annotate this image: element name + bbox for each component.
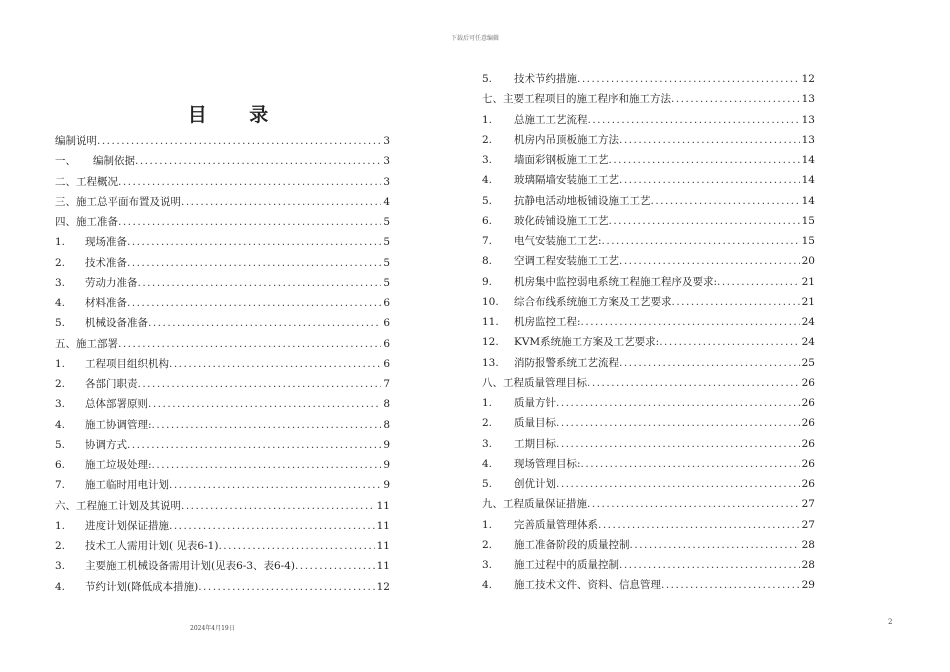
- toc-entry-page: 21: [801, 275, 815, 288]
- toc-entry-page: 14: [801, 154, 815, 166]
- toc-entry[interactable]: [55, 212, 390, 232]
- toc-entry-page: 9: [383, 459, 390, 471]
- toc-entry-page: 6: [383, 317, 390, 330]
- toc-entry-page: 7: [383, 378, 390, 390]
- toc-entry-number: 11.: [482, 316, 499, 328]
- toc-entry-number: 2.: [482, 133, 493, 146]
- toc-entry-page: 14: [801, 174, 815, 187]
- toc-entry-page: 24: [801, 316, 815, 328]
- toc-entry-page: 6: [383, 357, 390, 370]
- toc-entry-page: 9: [383, 479, 390, 492]
- toc-entry-text: 机房集中监控弱电系统工程施工程序及要求:: [514, 275, 718, 288]
- toc-entry-page: 12: [376, 580, 390, 593]
- toc-entry[interactable]: [55, 556, 390, 576]
- toc-entry-page: 13: [801, 93, 815, 106]
- toc-entry-text: 空调工程安装施工工艺: [514, 255, 619, 268]
- toc-entry-number: 1.: [55, 519, 66, 532]
- toc-entry-page: 28: [801, 538, 815, 551]
- toc-left-column: [55, 131, 390, 597]
- toc-entry[interactable]: [482, 231, 815, 251]
- toc-entry-text: 四、施工准备: [55, 216, 118, 228]
- toc-entry[interactable]: [482, 555, 815, 575]
- toc-entry-page: 26: [801, 478, 815, 490]
- toc-entry[interactable]: [482, 69, 815, 89]
- toc-entry-text: 九、工程质量保证措施: [482, 498, 587, 511]
- toc-dot-leader: [135, 151, 381, 171]
- toc-entry-number: 5.: [482, 73, 493, 85]
- toc-entry-number: 1.: [55, 236, 66, 249]
- toc-entry-page: 3: [383, 155, 390, 168]
- toc-entry-page: 4: [383, 195, 390, 208]
- toc-entry[interactable]: [55, 415, 390, 435]
- toc-dot-leader: [619, 130, 800, 150]
- toc-entry[interactable]: [482, 332, 815, 352]
- toc-entry-number: 7.: [482, 235, 493, 247]
- toc-dot-leader: [152, 455, 382, 475]
- toc-dot-leader: [97, 131, 381, 151]
- toc-entry-page: 11: [376, 540, 390, 552]
- toc-entry[interactable]: [55, 313, 390, 333]
- toc-entry[interactable]: [482, 373, 815, 393]
- toc-entry-page: 26: [801, 457, 815, 470]
- toc-dot-leader: [152, 415, 382, 435]
- toc-dot-leader: [630, 535, 800, 555]
- toc-entry-number: 3.: [55, 276, 66, 289]
- toc-dot-leader: [138, 273, 382, 293]
- toc-entry-page: 3: [383, 175, 390, 188]
- toc-entry-text: 墙面彩钢板施工工艺: [514, 154, 609, 166]
- toc-entry-text: 消防报警系统工艺流程: [514, 356, 619, 369]
- toc-entry[interactable]: [482, 272, 815, 292]
- toc-entry-number: 8.: [482, 255, 493, 268]
- toc-dot-leader: [127, 253, 381, 273]
- toc-entry-page: 29: [801, 579, 815, 592]
- toc-entry[interactable]: [482, 535, 815, 555]
- toc-entry-text: 施工临时用电计划: [85, 479, 169, 492]
- toc-dot-leader: [671, 89, 800, 109]
- toc-entry-page: 25: [801, 356, 815, 369]
- toc-entry-text: 机房监控工程:: [514, 316, 581, 328]
- toc-entry-text: 技术工人需用计划( 见表6-1): [85, 540, 219, 552]
- toc-entry-page: 5: [383, 276, 390, 289]
- toc-dot-leader: [619, 170, 800, 190]
- toc-entry[interactable]: [55, 435, 390, 455]
- toc-entry-number: 4.: [55, 297, 66, 309]
- toc-entry-number: 1.: [482, 518, 493, 531]
- toc-dot-leader: [556, 474, 800, 494]
- toc-entry-text: 主要施工机械设备需用计划(见表6-3、表6-4): [85, 560, 296, 573]
- toc-dot-leader: [556, 413, 800, 433]
- toc-dot-leader: [651, 191, 800, 211]
- toc-entry-text: 八、工程质量管理目标: [482, 376, 587, 389]
- toc-dot-leader: [556, 393, 800, 413]
- toc-entry-text: 进度计划保证措施: [85, 519, 169, 532]
- toc-entry[interactable]: [55, 151, 390, 171]
- toc-dot-leader: [127, 293, 381, 313]
- toc-entry[interactable]: [482, 413, 815, 433]
- toc-entry[interactable]: [55, 577, 390, 597]
- toc-entry-text: 总施工工艺流程: [514, 113, 588, 126]
- toc-entry-text: KVM系统施工方案及工艺要求:: [514, 336, 660, 349]
- toc-entry[interactable]: [482, 110, 815, 130]
- toc-dot-leader: [581, 312, 800, 332]
- toc-entry-text: 三、施工总平面布置及说明: [55, 195, 181, 208]
- toc-dot-leader: [127, 435, 381, 455]
- toc-entry[interactable]: [55, 293, 390, 313]
- toc-entry-number: 13.: [482, 356, 499, 369]
- toc-entry-text: 现场准备: [85, 236, 127, 249]
- toc-dot-leader: [619, 251, 800, 271]
- toc-entry-number: 2.: [55, 378, 66, 390]
- toc-entry-text: 七、主要工程项目的施工程序和施工方法: [482, 93, 671, 106]
- toc-dot-leader: [169, 354, 381, 374]
- toc-entry[interactable]: [482, 515, 815, 535]
- toc-entry[interactable]: [482, 251, 815, 271]
- toc-entry-number: 5.: [55, 317, 66, 330]
- toc-entry-number: 5.: [482, 194, 493, 207]
- toc-entry-text: 劳动力准备: [85, 276, 138, 289]
- toc-entry-page: 27: [801, 518, 815, 531]
- toc-entry-page: 6: [383, 337, 390, 350]
- toc-entry-number: 4.: [482, 457, 493, 470]
- header-note: 下载后可任意编辑: [450, 35, 499, 42]
- toc-entry[interactable]: [482, 575, 815, 595]
- toc-dot-leader: [169, 475, 381, 495]
- toc-entry-text: 抗静电活动地板铺设施工工艺: [514, 194, 651, 207]
- toc-entry-text: 玻璃隔墙安装施工工艺: [514, 174, 619, 187]
- toc-entry[interactable]: [55, 394, 390, 414]
- toc-dot-leader: [661, 575, 800, 595]
- toc-entry-number: 3.: [55, 560, 66, 573]
- toc-entry-page: 28: [801, 559, 815, 571]
- toc-entry-number: 3.: [55, 398, 66, 411]
- toc-entry[interactable]: [55, 374, 390, 394]
- toc-entry-number: 1.: [482, 397, 493, 409]
- toc-entry-page: 5: [383, 216, 390, 228]
- toc-entry-text: 节约计划(降低成本措施): [85, 580, 199, 593]
- toc-entry-text: 技术准备: [85, 256, 127, 269]
- toc-entry[interactable]: [482, 130, 815, 150]
- toc-entry-text: 现场管理目标:: [514, 457, 581, 470]
- toc-entry-page: 5: [383, 256, 390, 269]
- toc-entry-page: 13: [801, 133, 815, 146]
- toc-entry-page: 8: [383, 398, 390, 411]
- toc-entry-number: 9.: [482, 275, 493, 288]
- toc-entry-page: 9: [383, 438, 390, 451]
- toc-entry-text: 协调方式: [85, 438, 127, 451]
- toc-entry-number: 一、: [55, 155, 76, 168]
- toc-entry-number: 3.: [482, 437, 493, 450]
- toc-dot-leader: [659, 332, 799, 352]
- toc-entry[interactable]: [55, 232, 390, 252]
- toc-entry-number: 1.: [55, 357, 66, 370]
- toc-entry-number: 5.: [482, 478, 493, 490]
- toc-entry-number: 5.: [55, 438, 66, 451]
- toc-entry[interactable]: [482, 89, 815, 109]
- toc-entry-text: 完善质量管理体系: [514, 518, 598, 531]
- toc-entry-number: 6.: [55, 459, 66, 471]
- toc-entry[interactable]: [482, 454, 815, 474]
- toc-entry-text: 编制说明: [55, 135, 97, 147]
- toc-entry[interactable]: [55, 496, 390, 516]
- page-number: 2: [888, 618, 893, 626]
- toc-entry-text: 施工准备阶段的质量控制: [514, 538, 630, 551]
- toc-entry[interactable]: [55, 536, 390, 556]
- toc-entry-number: 2.: [482, 417, 493, 430]
- toc-entry[interactable]: [55, 131, 390, 151]
- toc-entry[interactable]: [482, 191, 815, 211]
- toc-entry-page: 11: [376, 560, 390, 573]
- toc-dot-leader: [556, 434, 800, 454]
- toc-dot-leader: [717, 272, 800, 292]
- toc-entry[interactable]: [55, 334, 390, 354]
- toc-entry-text: 总体部署原则: [85, 398, 148, 411]
- toc-dot-leader: [602, 231, 800, 251]
- toc-entry-page: 13: [801, 113, 815, 126]
- toc-entry-number: 1.: [482, 113, 493, 126]
- toc-entry[interactable]: [482, 393, 815, 413]
- toc-entry-text: 五、施工部署: [55, 337, 118, 350]
- toc-entry[interactable]: [55, 354, 390, 374]
- toc-entry-page: 26: [801, 437, 815, 450]
- toc-entry[interactable]: [482, 434, 815, 454]
- toc-entry-number: 4.: [482, 579, 493, 592]
- toc-entry-page: 15: [801, 214, 815, 227]
- toc-dot-leader: [577, 69, 800, 89]
- toc-entry-text: 玻化砖铺设施工工艺: [514, 214, 609, 227]
- toc-dot-leader: [609, 211, 800, 231]
- toc-entry-text: 二、工程概况: [55, 175, 118, 188]
- toc-entry[interactable]: [482, 211, 815, 231]
- toc-dot-leader: [148, 394, 381, 414]
- toc-entry-page: 24: [801, 336, 815, 349]
- toc-entry-page: 11: [376, 519, 390, 532]
- toc-entry[interactable]: [55, 192, 390, 212]
- footer-date: 2024年4月19日: [190, 625, 235, 632]
- toc-entry[interactable]: [55, 475, 390, 495]
- toc-entry-page: 21: [801, 295, 815, 308]
- toc-right-column: [482, 69, 815, 596]
- toc-dot-leader: [118, 334, 381, 354]
- toc-entry-page: 26: [801, 397, 815, 409]
- toc-entry-text: 各部门职责: [85, 378, 138, 390]
- toc-entry-text: 施工过程中的质量控制: [514, 559, 619, 571]
- toc-entry-number: 4.: [482, 174, 493, 187]
- toc-entry-number: 2.: [482, 538, 493, 551]
- toc-dot-leader: [118, 212, 381, 232]
- toc-entry-text: 工程项目组织机构: [85, 357, 169, 370]
- toc-dot-leader: [581, 454, 800, 474]
- toc-dot-leader: [295, 556, 375, 576]
- toc-entry-number: 6.: [482, 214, 493, 227]
- toc-entry-text: 工期目标: [514, 437, 556, 450]
- toc-entry-page: 11: [376, 499, 390, 512]
- toc-entry-text: 创优计划: [514, 478, 556, 490]
- toc-entry-number: 2.: [55, 540, 66, 552]
- toc-title: 目 录: [187, 104, 287, 126]
- toc-dot-leader: [587, 373, 800, 393]
- toc-entry[interactable]: [482, 170, 815, 190]
- toc-entry-number: 7.: [55, 479, 66, 492]
- toc-entry-page: 8: [383, 418, 390, 431]
- toc-entry-text: 施工垃圾处理:: [85, 459, 152, 471]
- toc-entry[interactable]: [482, 474, 815, 494]
- toc-dot-leader: [169, 516, 375, 536]
- toc-entry-page: 20: [801, 255, 815, 268]
- toc-entry-text: 施工技术文件、资料、信息管理: [514, 579, 661, 592]
- toc-dot-leader: [118, 172, 381, 192]
- toc-dot-leader: [588, 110, 800, 130]
- toc-entry-number: 3.: [482, 154, 493, 166]
- toc-entry-number: 10.: [482, 295, 499, 308]
- toc-entry-page: 5: [383, 236, 390, 249]
- toc-dot-leader: [127, 232, 381, 252]
- toc-entry-page: 12: [801, 73, 815, 85]
- toc-entry[interactable]: [482, 150, 815, 170]
- toc-entry-page: 26: [801, 417, 815, 430]
- toc-dot-leader: [609, 150, 800, 170]
- toc-dot-leader: [181, 496, 375, 516]
- toc-entry[interactable]: [55, 273, 390, 293]
- toc-entry-text: 质量目标: [514, 417, 556, 430]
- toc-entry[interactable]: [482, 292, 815, 312]
- toc-entry-number: 4.: [55, 418, 66, 431]
- toc-dot-leader: [181, 192, 381, 212]
- toc-entry-text: 编制依据: [93, 155, 135, 168]
- toc-entry[interactable]: [55, 253, 390, 273]
- toc-entry-text: 六、工程施工计划及其说明: [55, 499, 181, 512]
- toc-dot-leader: [619, 353, 800, 373]
- toc-dot-leader: [138, 374, 382, 394]
- toc-entry-text: 技术节约措施: [514, 73, 577, 85]
- toc-entry[interactable]: [55, 516, 390, 536]
- toc-entry-text: 机房内吊顶板施工方法: [514, 133, 619, 146]
- toc-dot-leader: [619, 555, 800, 575]
- toc-dot-leader: [198, 577, 374, 597]
- toc-dot-leader: [672, 292, 800, 312]
- toc-entry-page: 14: [801, 194, 815, 207]
- toc-dot-leader: [148, 313, 381, 333]
- toc-entry-text: 电气安装施工工艺:: [514, 235, 602, 247]
- toc-entry-page: 6: [383, 297, 390, 309]
- toc-entry-page: 27: [801, 498, 815, 511]
- toc-entry-page: 26: [801, 376, 815, 389]
- toc-entry-number: 12.: [482, 336, 499, 349]
- toc-dot-leader: [218, 536, 374, 556]
- toc-entry-page: 15: [801, 235, 815, 247]
- toc-entry-number: 3.: [482, 559, 493, 571]
- toc-entry-number: 2.: [55, 256, 66, 269]
- toc-entry-text: 材料准备: [85, 297, 127, 309]
- toc-entry[interactable]: [482, 494, 815, 514]
- toc-entry-number: 4.: [55, 580, 66, 593]
- toc-entry[interactable]: [55, 172, 390, 192]
- toc-entry-page: 3: [383, 135, 390, 147]
- toc-entry[interactable]: [482, 353, 815, 373]
- toc-entry-text: 机械设备准备: [85, 317, 148, 330]
- toc-dot-leader: [598, 515, 800, 535]
- toc-entry[interactable]: [55, 455, 390, 475]
- toc-entry-text: 施工协调管理:: [85, 418, 152, 431]
- toc-entry-text: 综合布线系统施工方案及工艺要求: [514, 295, 672, 308]
- toc-entry[interactable]: [482, 312, 815, 332]
- toc-entry-text: 质量方针: [514, 397, 556, 409]
- toc-dot-leader: [587, 494, 800, 514]
